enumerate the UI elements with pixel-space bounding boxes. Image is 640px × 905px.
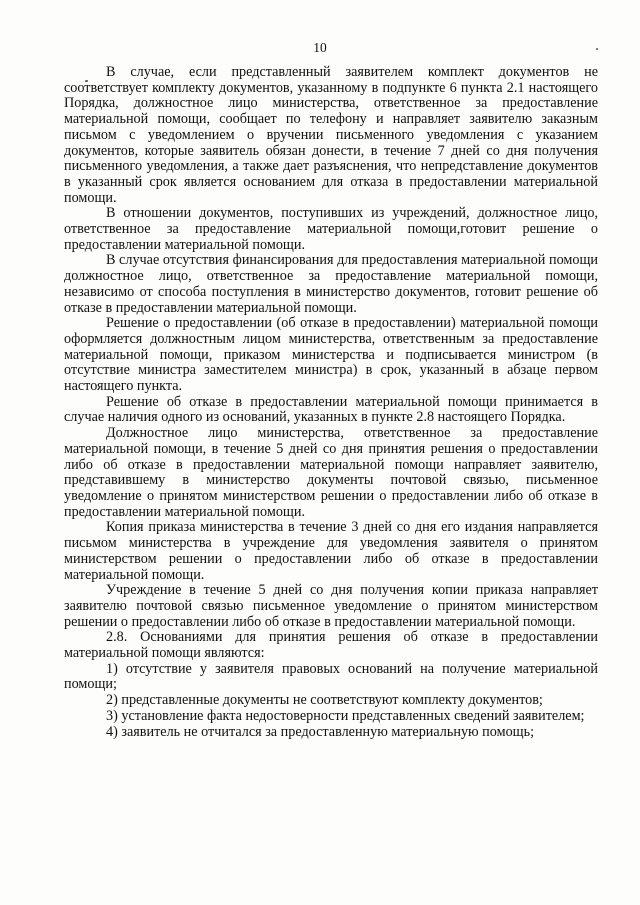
paragraph: Должностное лицо министерства, ответственное за предоставление материальной помощи, в течение 5 дней со дня принятия решения о предоставлении либо об отказе в предоставлении материальной помощи направляет заявителю, представившему в министерство документы почтовой связью, письменное уведомление о принятом министерством решении о предоставлении либо об отказе в предоставлении материальной помощи. bbox=[64, 425, 598, 520]
list-item: 1) отсутствие у заявителя правовых оснований на получение материальной помощи; bbox=[64, 660, 598, 693]
paragraph: Учреждение в течение 5 дней со дня получения копии приказа направляет заявителю почтовой связью письменное уведомление о принятом министерством решении о предоставлении либо об отказе в предоставлении материальной помощи. bbox=[64, 582, 598, 630]
scan-speck bbox=[596, 48, 598, 50]
page-number: 10 bbox=[313, 40, 327, 55]
paragraph: В отношении документов, поступивших из учреждений, должностное лицо, ответственное за предоставление материальной помощи,готовит решение о предоставлении материальной помощи. bbox=[64, 205, 598, 253]
paragraph: Решение о предоставлении (об отказе в предоставлении) материальной помощи оформляется должностным лицом министерства, ответственным за предоставление материальной помощи, приказом министерства и подписывается министром (в отсутствие министра заместителем министра) в срок, указанный в абзаце первом настоящего пункта. bbox=[64, 315, 598, 395]
section-2-8-heading: 2.8. Основаниями для принятия решения об отказе в предоставлении материальной помощи являются: bbox=[64, 629, 598, 662]
list-item: 3) установление факта недостоверности представленных сведений заявителем; bbox=[106, 707, 585, 724]
body-text bbox=[64, 65, 598, 740]
paragraph: Копия приказа министерства в течение 3 дней со дня его издания направляется письмом министерства в учреждение для уведомления заявителя о принятом министерством решении о предоставлении либо об отказе в предоставлении материальной помощи. bbox=[64, 519, 598, 583]
list-item: 2) представленные документы не соответствуют комплекту документов; bbox=[106, 692, 543, 709]
paragraph: В случае, если представленный заявителем комплект документов не соответствует комплекту документов, указанному в подпункте 6 пункта 2.1 настоящего Порядка, должностное лицо министерства, ответственное за предоставление материальной помощи, сообщает по телефону и направляет заявителю заказным письмом с уведомлением о вручении письменного уведомления с указанием документов, которые заявитель обязан донести, в течение 7 дней со дня получения письменного уведомления, а также дает разъяснения, что непредставление документов в указанный срок является основанием для отказа в предоставлении материальной помощи. bbox=[64, 64, 598, 206]
paragraph: Решение об отказе в предоставлении материальной помощи принимается в случае наличия одного из оснований, указанных в пункте 2.8 настоящего Порядка. bbox=[64, 393, 598, 426]
list-item: 4) заявитель не отчитался за предоставленную материальную помощь; bbox=[106, 723, 535, 740]
paragraph: В случае отсутствия финансирования для предоставления материальной помощи должностное лицо, ответственное за предоставление материальной помощи, независимо от способа поступления в министерство документов, готовит решение об отказе в предоставлении материальной помощи. bbox=[64, 252, 598, 316]
